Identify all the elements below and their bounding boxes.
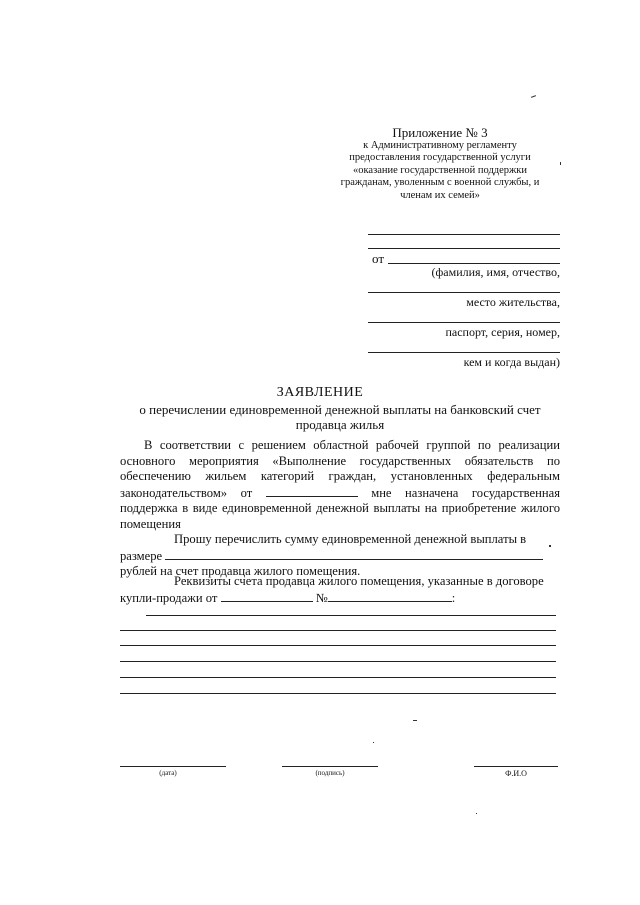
requisites-line[interactable] bbox=[120, 645, 556, 646]
subtitle-line: о перечислении единовременной денежной выплаты на банковский счет bbox=[139, 402, 541, 417]
colon: : bbox=[451, 590, 456, 605]
paragraph-text: В соответствии с решением областной рабочей группой по реализации основного мероприятия «Выполнение государственных обязательств по обеспечению жильем категорий граждан, установленных федеральным законодательством» от bbox=[120, 438, 560, 500]
scan-speck bbox=[560, 162, 561, 165]
header-line: предоставления государственной услуги bbox=[349, 152, 531, 163]
scan-speck bbox=[476, 813, 477, 814]
contract-date-field[interactable] bbox=[221, 590, 313, 602]
passport-line[interactable] bbox=[368, 322, 560, 323]
number-sign: № bbox=[315, 590, 328, 605]
addressee-line[interactable] bbox=[368, 234, 560, 235]
paragraph-request bbox=[120, 532, 560, 580]
signature-line[interactable] bbox=[282, 766, 378, 767]
issued-by-line[interactable] bbox=[368, 352, 560, 353]
addressee-line[interactable] bbox=[368, 248, 560, 249]
paragraph-text: Реквизиты счета продавца жилого помещения, указанные в договоре купли-продажи от bbox=[120, 574, 544, 605]
name-caption: (фамилия, имя, отчество, bbox=[431, 265, 560, 279]
paragraph-requisites bbox=[120, 574, 560, 606]
header-line: к Административному регламенту bbox=[363, 139, 517, 151]
name-signature-line[interactable] bbox=[474, 766, 558, 767]
contract-number-field[interactable] bbox=[328, 590, 452, 602]
scan-speck bbox=[373, 742, 374, 743]
appendix-header bbox=[300, 127, 580, 202]
paragraph-decision bbox=[120, 438, 560, 533]
appendix-number: Приложение № 3 bbox=[392, 125, 488, 140]
requisites-line[interactable] bbox=[146, 615, 556, 616]
date-caption: (дата) bbox=[159, 769, 177, 777]
issued-by-caption: кем и когда выдан) bbox=[463, 355, 560, 369]
scan-speck bbox=[413, 720, 417, 721]
decision-date-field[interactable] bbox=[266, 485, 358, 497]
header-line: «оказание государственной поддержки bbox=[352, 164, 528, 176]
requisites-line[interactable] bbox=[120, 661, 556, 662]
document-title: ЗАЯВЛЕНИЕ bbox=[276, 385, 364, 400]
requisites-line[interactable] bbox=[120, 677, 556, 678]
requisites-line[interactable] bbox=[120, 630, 556, 631]
requisites-line[interactable] bbox=[120, 693, 556, 694]
paragraph-text: Прошу перечислить сумму единовременной денежной выплаты в размере bbox=[120, 532, 527, 563]
subtitle-line: продавца жилья bbox=[295, 417, 385, 432]
residence-caption: место жительства, bbox=[466, 295, 560, 309]
header-line: гражданам, уволенным с военной службы, и bbox=[340, 177, 540, 188]
date-signature-line[interactable] bbox=[120, 766, 226, 767]
signature-caption: (подпись) bbox=[315, 769, 345, 777]
document-subtitle bbox=[120, 402, 560, 432]
scan-speck bbox=[531, 95, 536, 98]
amount-field[interactable] bbox=[165, 548, 543, 560]
paragraph-text: мне назначена государственная поддержка в виде единовременной денежной выплаты на приобретение жилого помещения bbox=[120, 485, 560, 531]
from-label: от bbox=[372, 251, 385, 266]
from-name-line[interactable] bbox=[388, 263, 560, 264]
residence-line[interactable] bbox=[368, 292, 560, 293]
passport-caption: паспорт, серия, номер, bbox=[445, 325, 560, 339]
scan-speck bbox=[549, 545, 551, 547]
header-line: членам их семей» bbox=[400, 189, 480, 201]
name-caption: Ф.И.О bbox=[505, 769, 527, 778]
paragraph-text: рублей на счет продавца жилого помещения. bbox=[120, 564, 361, 579]
